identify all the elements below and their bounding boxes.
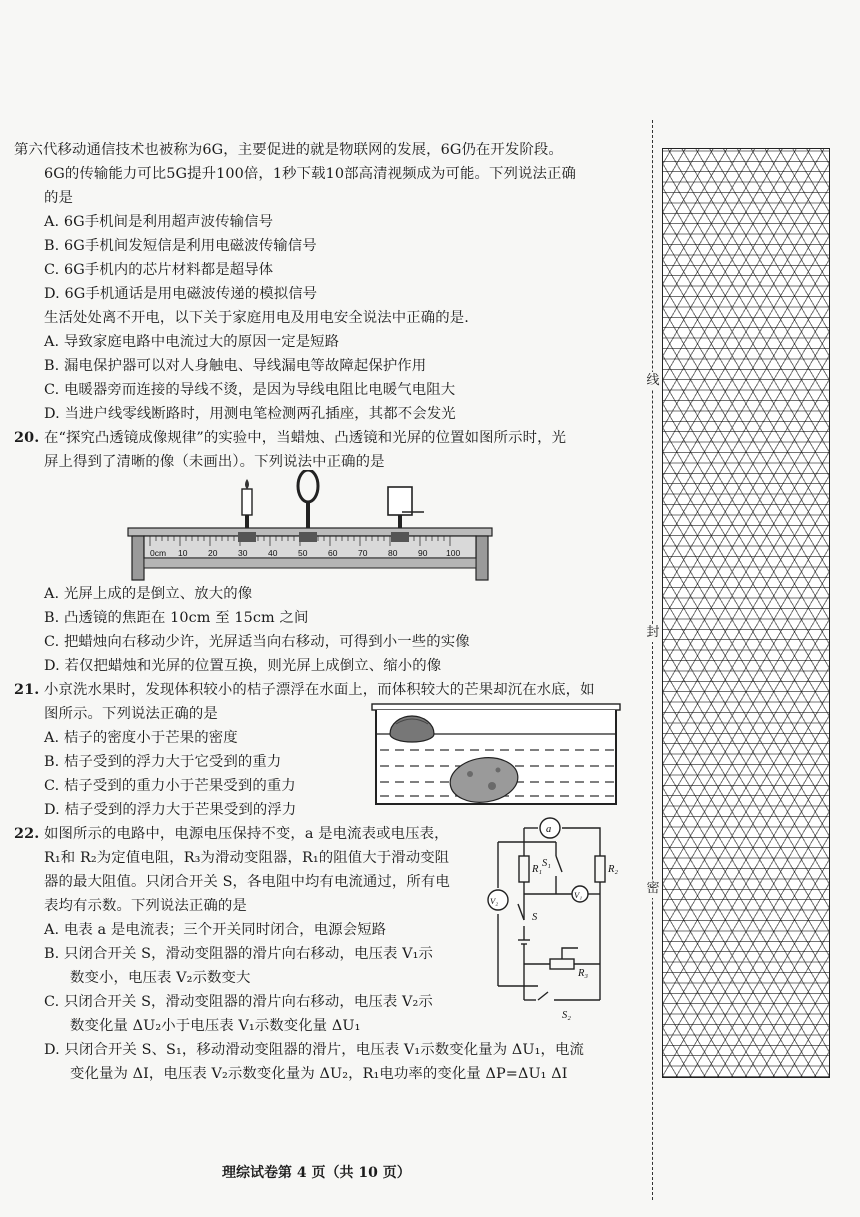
r3-label: R₃ bbox=[578, 968, 589, 979]
seal-mark-seal: 封 bbox=[646, 625, 660, 640]
ruler-label: 80 bbox=[388, 548, 398, 558]
q20-option-c: C. 把蜡烛向右移动少许，光屏适当向右移动，可得到小一些的实像 bbox=[44, 634, 470, 650]
q21-option-d: D. 桔子受到的浮力大于芒果受到的浮力 bbox=[44, 802, 297, 818]
r3-rheostat bbox=[550, 959, 574, 969]
q-intro-option-d: D. 6G手机通话是用电磁波传递的模拟信号 bbox=[44, 286, 318, 302]
q22-option-a: A. 电表 a 是电流表；三个开关同时闭合，电源会短路 bbox=[44, 922, 387, 938]
ruler-label: 10 bbox=[178, 548, 188, 558]
candle-icon bbox=[242, 479, 252, 529]
r2-resistor bbox=[595, 856, 605, 882]
q19-stem: 生活处处离不开电，以下关于家庭用电及用电安全说法中正确的是. bbox=[44, 310, 469, 326]
q-intro-line2: 6G的传输能力可比5G提升100倍，1秒下载10部高清视频成为可能。下列说法正确 bbox=[44, 166, 576, 182]
q22-option-b-line1: B. 只闭合开关 S，滑动变阻器的滑片向右移动，电压表 V₁示 bbox=[44, 946, 433, 962]
q-intro-line3: 的是 bbox=[44, 190, 73, 206]
q22-line2: R₁和 R₂为定值电阻，R₃为滑动变阻器，R₁的阻值大于滑动变阻 bbox=[44, 850, 450, 866]
q22-option-b-line2: 数变小，电压表 V₂示数变大 bbox=[70, 970, 251, 986]
q21-option-c: C. 桔子受到的重力小于芒果受到的重力 bbox=[44, 778, 296, 794]
q-intro-option-a: A. 6G手机间是利用超声波传输信号 bbox=[44, 214, 274, 230]
q20-option-b: B. 凸透镜的焦距在 10cm 至 15cm 之间 bbox=[44, 610, 309, 626]
q22-option-d-line2: 变化量为 ΔI，电压表 V₂示数变化量为 ΔU₂，R₁电功率的变化量 ΔP=ΔU₁ ΔI bbox=[70, 1066, 568, 1082]
q20-line2: 屏上得到了清晰的像（未画出）。下列说法中正确的是 bbox=[44, 454, 385, 470]
ruler-label: 70 bbox=[358, 548, 368, 558]
q21-line1 bbox=[14, 680, 595, 700]
q19-option-b: B. 漏电保护器可以对人身触电、导线漏电等故障起保护作用 bbox=[44, 358, 427, 374]
s-label: S bbox=[532, 912, 538, 923]
binding-dashed-line bbox=[652, 120, 653, 1200]
ruler-label: 20 bbox=[208, 548, 218, 558]
seal-mark-line: 线 bbox=[646, 373, 660, 388]
q22-option-c-line1: C. 只闭合开关 S，滑动变阻器的滑片向右移动，电压表 V₂示 bbox=[44, 994, 433, 1010]
page-footer: 理综试卷第 4 页（共 10 页） bbox=[222, 1165, 411, 1181]
v1-label: V₁ bbox=[574, 890, 583, 900]
q-intro-line1: 第六代移动通信技术也被称为6G，主要促进的就是物联网的发展，6G仍在开发阶段。 bbox=[14, 142, 563, 158]
light-screen-icon bbox=[388, 487, 424, 529]
s2-switch bbox=[538, 992, 548, 1000]
circuit-diagram bbox=[478, 816, 638, 1026]
q21-text1: 小京洗水果时，发现体积较小的桔子漂浮在水面上，而体积较大的芒果却沉在水底，如 bbox=[44, 682, 595, 698]
v2-label: V₂ bbox=[490, 896, 499, 906]
q21-option-b: B. 桔子受到的浮力大于它受到的重力 bbox=[44, 754, 282, 770]
ruler-label: 40 bbox=[268, 548, 278, 558]
q19-option-d: D. 当进户线零线断路时，用测电笔检测两孔插座，其都不会发光 bbox=[44, 406, 456, 422]
s1-switch bbox=[556, 856, 562, 872]
q-intro-option-c: C. 6G手机内的芯片材料都是超导体 bbox=[44, 262, 274, 278]
q19-option-c: C. 电暖器旁而连接的导线不烫，是因为导线电阻比电暖气电阻大 bbox=[44, 382, 456, 398]
ruler-label: 30 bbox=[238, 548, 248, 558]
q20-line1 bbox=[14, 428, 566, 448]
q22-line4: 表均有示数。下列说法正确的是 bbox=[44, 898, 247, 914]
q22-number: 22. bbox=[14, 825, 40, 842]
q20-option-d: D. 若仅把蜡烛和光屏的位置互换，则光屏上成倒立、缩小的像 bbox=[44, 658, 442, 674]
ruler-label: 60 bbox=[328, 548, 338, 558]
ruler-label: 50 bbox=[298, 548, 308, 558]
optical-bench-figure bbox=[124, 470, 496, 582]
q20-option-a: A. 光屏上成的是倒立、放大的像 bbox=[44, 586, 253, 602]
s2-label: S₂ bbox=[562, 1010, 571, 1021]
seal-mark-secret: 密 bbox=[646, 881, 660, 896]
r1-resistor bbox=[519, 856, 529, 882]
q19-option-a: A. 导致家庭电路中电流过大的原因一定是短路 bbox=[44, 334, 340, 350]
r1-label: R₁ bbox=[532, 864, 543, 875]
q22-option-c-line2: 数变化量 ΔU₂小于电压表 V₁示数变化量 ΔU₁ bbox=[70, 1018, 361, 1034]
q22-line3: 器的最大阻值。只闭合开关 S，各电阻中均有电流通过，所有电 bbox=[44, 874, 450, 890]
q22-option-d-line1: D. 只闭合开关 S、S₁，移动滑动变阻器的滑片，电压表 V₁示数变化量为 ΔU₁，电流 bbox=[44, 1042, 584, 1058]
r2-label: R₂ bbox=[608, 864, 619, 875]
ruler-label: 90 bbox=[418, 548, 428, 558]
q20-text1: 在“探究凸透镜成像规律”的实验中，当蜡烛、凸透镜和光屏的位置如图所示时，光 bbox=[44, 430, 567, 446]
binding-pattern-strip bbox=[662, 148, 830, 1078]
q-intro-option-b: B. 6G手机间发短信是利用电磁波传输信号 bbox=[44, 238, 317, 254]
ruler-label: 100 bbox=[446, 548, 461, 558]
convex-lens-icon bbox=[298, 470, 318, 529]
water-tank-figure bbox=[366, 700, 626, 810]
s1-label: S₁ bbox=[542, 858, 551, 869]
ruler-label: 0cm bbox=[150, 548, 167, 558]
q22-line1 bbox=[14, 824, 449, 844]
q20-number: 20. bbox=[14, 429, 40, 446]
meter-a-label: a bbox=[546, 824, 552, 835]
q21-line2: 图所示。下列说法正确的是 bbox=[44, 706, 218, 722]
q22-text1: 如图所示的电路中，电源电压保持不变，a 是电流表或电压表， bbox=[44, 826, 449, 842]
s-switch bbox=[518, 904, 524, 920]
q21-number: 21. bbox=[14, 681, 40, 698]
q21-option-a: A. 桔子的密度小于芒果的密度 bbox=[44, 730, 238, 746]
